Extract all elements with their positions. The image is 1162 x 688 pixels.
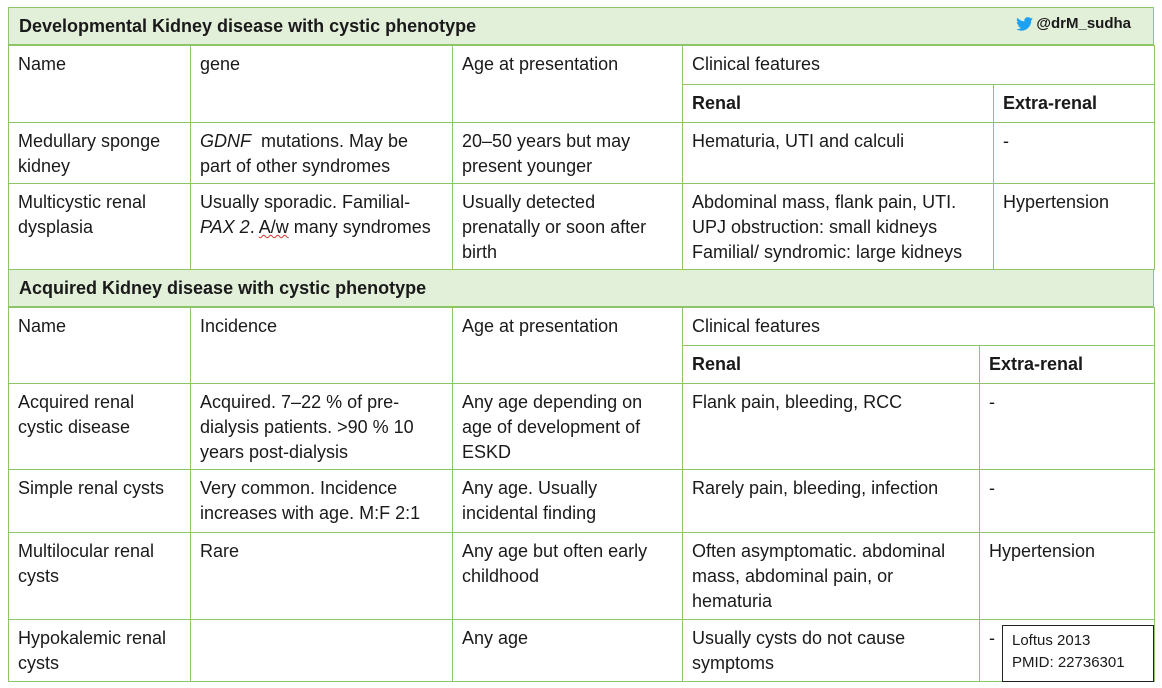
- row-incidence: Acquired. 7–22 % of pre-dialysis patients. >90 % 10 years post-dialysis: [191, 384, 453, 470]
- reference-author-year: Loftus 2013: [1012, 632, 1091, 649]
- row-age: Any age: [453, 620, 683, 682]
- row-age: Any age depending on age of development of ESKD: [453, 384, 683, 470]
- twitter-handle-text: @drM_sudha: [1036, 15, 1131, 32]
- row-renal: Often asymptomatic. abdominal mass, abdominal pain, or hematuria: [683, 533, 980, 620]
- row-name: Medullary sponge kidney: [9, 123, 191, 184]
- developmental-section-title: Developmental Kidney disease with cystic phenotype: [19, 15, 477, 36]
- row-name: Multicystic renal dysplasia: [9, 184, 191, 270]
- row-renal: Hematuria, UTI and calculi: [683, 123, 994, 184]
- acq-header-extra-renal: Extra-renal: [980, 346, 1155, 384]
- gene-dot: .: [249, 217, 259, 237]
- gene-description: mutations. May be part of other syndromes: [200, 131, 414, 176]
- dev-header-gene: gene: [191, 46, 453, 123]
- acq-header-renal: Renal: [683, 346, 980, 384]
- acq-header-clinical: Clinical features: [683, 308, 1155, 346]
- reference-citation-box: [1002, 625, 1154, 682]
- dev-header-age: Age at presentation: [453, 46, 683, 123]
- dev-header-clinical: Clinical features: [683, 46, 1155, 85]
- renal-line: UPJ obstruction: small kidneys: [692, 217, 938, 237]
- row-name: Simple renal cysts: [9, 470, 191, 533]
- table-row: [9, 384, 1155, 470]
- developmental-table: [8, 45, 1155, 270]
- acquired-section-title: Acquired Kidney disease with cystic phenotype: [19, 277, 427, 298]
- row-renal: [683, 184, 994, 270]
- row-extra-renal: Hypertension: [980, 533, 1155, 620]
- row-gene: [191, 184, 453, 270]
- row-incidence: Rare: [191, 533, 453, 620]
- acquired-section-header: [8, 269, 1154, 307]
- dev-header-renal: Renal: [683, 85, 994, 123]
- row-gene: [191, 123, 453, 184]
- row-extra-renal: -: [994, 123, 1155, 184]
- developmental-section-header: [8, 7, 1154, 45]
- row-name: Hypokalemic renal cysts: [9, 620, 191, 682]
- row-name: Multilocular renal cysts: [9, 533, 191, 620]
- row-incidence: Very common. Incidence increases with age. M:F 2:1: [191, 470, 453, 533]
- twitter-bird-icon: [1016, 17, 1033, 31]
- acq-header-incidence: Incidence: [191, 308, 453, 384]
- gene-description: many syndromes: [288, 217, 431, 237]
- table-row: [9, 470, 1155, 533]
- row-age: Usually detected prenatally or soon after birth: [453, 184, 683, 270]
- row-extra-renal: -: [980, 620, 1155, 682]
- twitter-handle[interactable]: [1016, 15, 1131, 32]
- row-incidence: [191, 620, 453, 682]
- row-extra-renal: -: [980, 384, 1155, 470]
- row-age: Any age. Usually incidental finding: [453, 470, 683, 533]
- row-extra-renal: -: [980, 470, 1155, 533]
- gene-prefix: Usually sporadic. Familial-: [200, 192, 411, 212]
- renal-line: Abdominal mass, flank pain, UTI.: [692, 192, 957, 212]
- row-renal: Rarely pain, bleeding, infection: [683, 470, 980, 533]
- row-extra-renal: Hypertension: [994, 184, 1155, 270]
- dev-header-name: Name: [9, 46, 191, 123]
- row-renal: Flank pain, bleeding, RCC: [683, 384, 980, 470]
- table-row: [9, 533, 1155, 620]
- row-age: 20–50 years but may present younger: [453, 123, 683, 184]
- dev-header-extra-renal: Extra-renal: [994, 85, 1155, 123]
- spellcheck-word: A/w: [258, 217, 289, 237]
- gene-symbol: PAX 2: [200, 217, 250, 237]
- table-row: [9, 184, 1155, 270]
- row-age: Any age but often early childhood: [453, 533, 683, 620]
- table-row: [9, 620, 1155, 682]
- row-name: Acquired renal cystic disease: [9, 384, 191, 470]
- table-row: [9, 123, 1155, 184]
- renal-line: Familial/ syndromic: large kidneys: [692, 242, 963, 262]
- acquired-table: [8, 307, 1155, 682]
- row-renal: Usually cysts do not cause symptoms: [683, 620, 980, 682]
- acq-header-age: Age at presentation: [453, 308, 683, 384]
- gene-symbol: GDNF: [200, 131, 251, 151]
- reference-pmid: PMID: 22736301: [1012, 654, 1125, 671]
- acq-header-name: Name: [9, 308, 191, 384]
